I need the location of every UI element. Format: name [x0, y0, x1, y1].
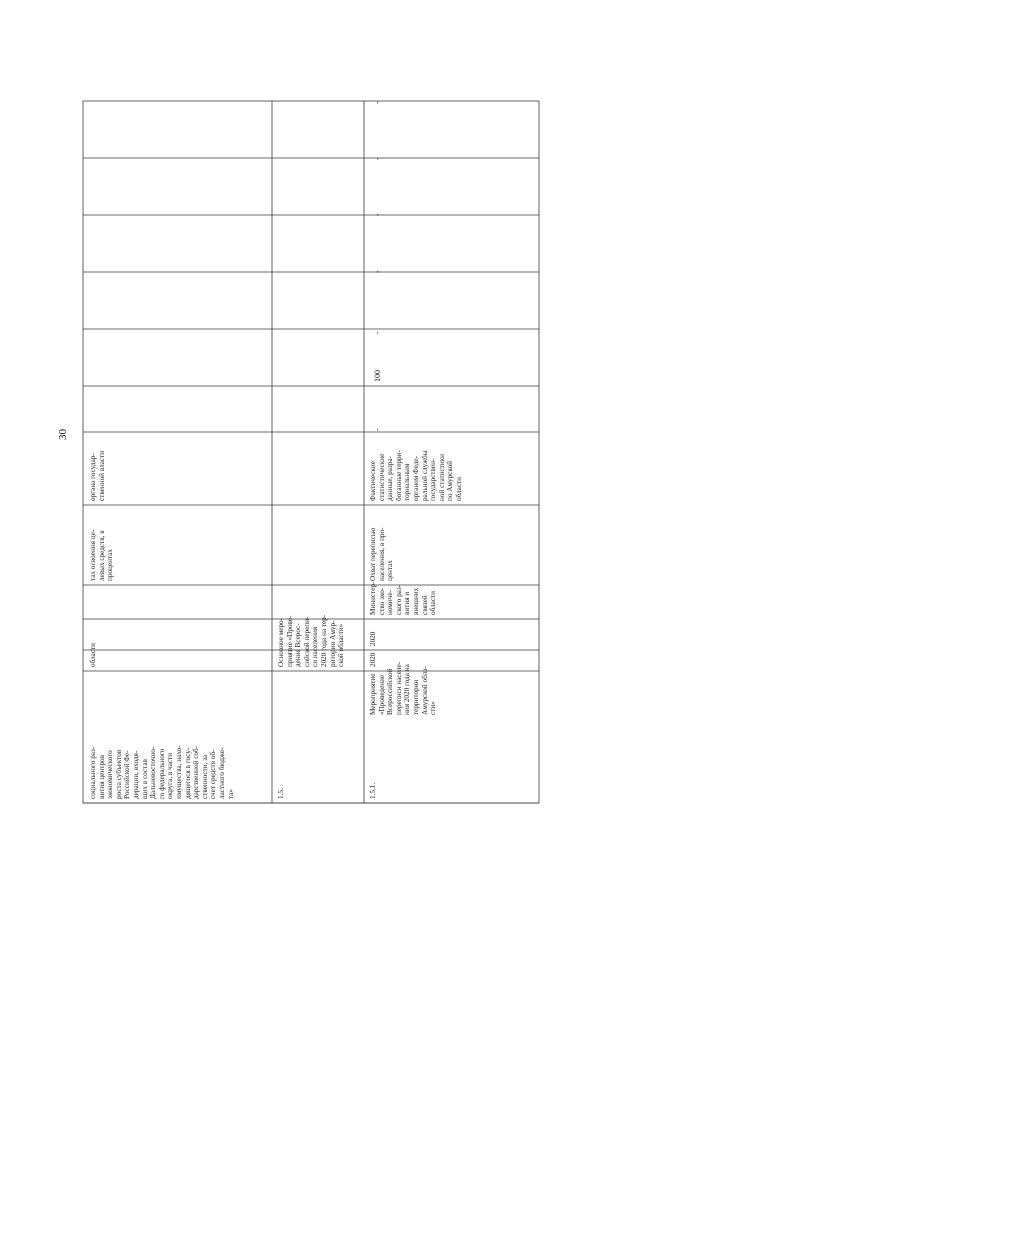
- row1-name: социального раз- вития центров экономического роста субъектов Российской Фе- дерации, входя- щих в состав Дальневосточно- го федерального округа, в части имущества, нахо- дящегося в госу- дарственной соб- ственности, за счет средств об- ластного бюдже- та»: [89, 745, 235, 799]
- row2-name: Основное меро- приятие «Прове- дение Всерос- сийской перепи- си населения 2020 года на тер- ритории Амур- ской области»: [277, 614, 346, 667]
- row3-method-cell: [369, 450, 1009, 941]
- row3-value-5: -: [373, 157, 382, 160]
- row3-executor: Министер- ство эко- номиче- ского раз- вития и внешних связей области: [369, 581, 438, 615]
- row3-value-3: -: [373, 270, 382, 273]
- row3-number: 1.5.1.: [369, 782, 377, 799]
- row2-number: 1.5.: [277, 788, 285, 799]
- row3-year-end: 2020: [369, 631, 377, 646]
- row3-value-2: -: [373, 331, 382, 334]
- row1-executor: области: [89, 642, 97, 667]
- row3-name: Мероприятие «Проведение Всероссийской переписи населе- ния 2020 года на территории Амурской обла- сти»: [369, 661, 438, 715]
- row3-value-6: -: [373, 101, 382, 104]
- row1-indicator: тах освоения це- левых средств, в процентах: [89, 529, 115, 581]
- row3-method: Фактические статистические данные, разра- ботанные терри- ториальным органом Феде- ральной службы государствен- ной статистики по Амурской области: [369, 450, 463, 501]
- page-number: 30: [57, 429, 69, 440]
- indicators-table: [83, 101, 539, 803]
- row3-year-start: 2020: [369, 652, 377, 667]
- row3-base-value: -: [373, 428, 382, 431]
- row1-method: органа государ- ственной власти: [89, 450, 106, 501]
- row3-value-1: 100: [373, 370, 382, 382]
- row3-value-4: -: [373, 213, 382, 216]
- row3-indicator: Охват переписью населения, в про- центах: [369, 527, 395, 581]
